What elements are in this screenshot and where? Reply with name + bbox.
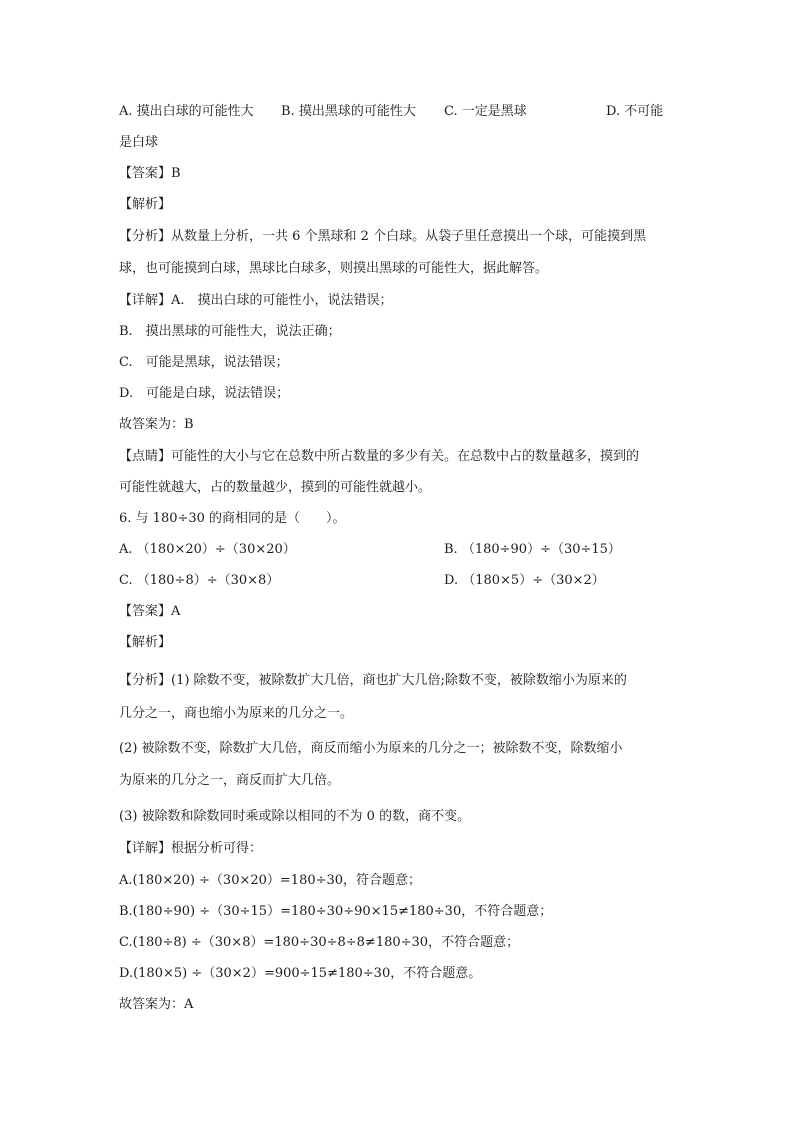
q6-fenxi-2-line-2: 为原来的几分之一，商反而扩大几倍。 [119, 773, 341, 788]
q6-option-a: A. （180×20）÷（30×20） [119, 542, 296, 557]
q6-xiangjie-heading: 【详解】根据分析可得： [119, 841, 263, 856]
q6-answer: 【答案】A [119, 604, 181, 619]
q6-xiangjie-d: D.(180×5) ÷（30×2）=900÷15≠180÷30，不符合题意。 [119, 966, 482, 981]
q6-fenxi-1-line-1: 【分析】(1) 除数不变，被除数扩大几倍，商也扩大几倍;除数不变，被除数缩小为原来的 [119, 673, 627, 688]
q5-xiangjie-d: D. 可能是白球，说法错误； [119, 386, 290, 401]
q5-answer: 【答案】B [119, 166, 181, 181]
q5-option-c: C. 一定是黑球 [444, 104, 527, 119]
q6-xiangjie-c: C.(180÷8) ÷（30×8）=180÷30÷8÷8≠180÷30，不符合题意； [119, 935, 520, 950]
q5-analysis-heading: 【解析】 [119, 197, 172, 212]
q5-option-d: D. 不可能 [606, 104, 664, 119]
q5-dianjing-line-2: 可能性就越大，占的数量越少，摸到的可能性就越小。 [119, 480, 432, 495]
q6-option-b: B. （180÷90）÷（30÷15） [444, 542, 621, 557]
q6-analysis-heading: 【解析】 [119, 635, 172, 650]
q5-final-answer: 故答案为：B [119, 417, 194, 432]
q6-question: 6. 与 180÷30 的商相同的是（ ）。 [119, 511, 346, 526]
q5-xiangjie-c: C. 可能是黑球，说法错误； [119, 355, 289, 370]
q5-fenxi-line-1: 【分析】从数量上分析，一共 6 个黑球和 2 个白球。从袋子里任意摸出一个球，可能摸到黑 [119, 229, 647, 244]
q5-dianjing-line-1: 【点睛】可能性的大小与它在总数中所占数量的多少有关。在总数中占的数量越多，摸到的 [119, 449, 640, 464]
q5-xiangjie-b: B. 摸出黑球的可能性大，说法正确； [119, 324, 341, 339]
q6-option-c: C. （180÷8）÷（30×8） [119, 573, 280, 588]
q5-option-b: B. 摸出黑球的可能性大 [281, 104, 416, 119]
q6-fenxi-3: (3) 被除数和除数同时乘或除以相同的不为 0 的数，商不变。 [119, 809, 471, 824]
q5-option-a: A. 摸出白球的可能性大 [119, 104, 254, 119]
q6-xiangjie-b: B.(180÷90) ÷（30÷15）=180÷30÷90×15≠180÷30，不符合题意； [119, 904, 553, 919]
q6-xiangjie-a: A.(180×20) ÷（30×20）=180÷30，符合题意； [119, 873, 422, 888]
q5-xiangjie-a: 【详解】A. 摸出白球的可能性小，说法错误； [119, 293, 393, 308]
q6-option-d: D. （180×5）÷（30×2） [444, 573, 605, 588]
q6-fenxi-1-line-2: 几分之一，商也缩小为原来的几分之一。 [119, 706, 354, 721]
q6-fenxi-2-line-1: (2) 被除数不变，除数扩大几倍，商反而缩小为原来的几分之一；被除数不变，除数缩小 [119, 741, 623, 756]
q6-final-answer: 故答案为：A [119, 997, 194, 1012]
q5-option-d-continued: 是白球 [119, 135, 159, 150]
q5-fenxi-line-2: 球，也可能摸到白球，黑球比白球多，则摸出黑球的可能性大，据此解答。 [119, 261, 549, 276]
